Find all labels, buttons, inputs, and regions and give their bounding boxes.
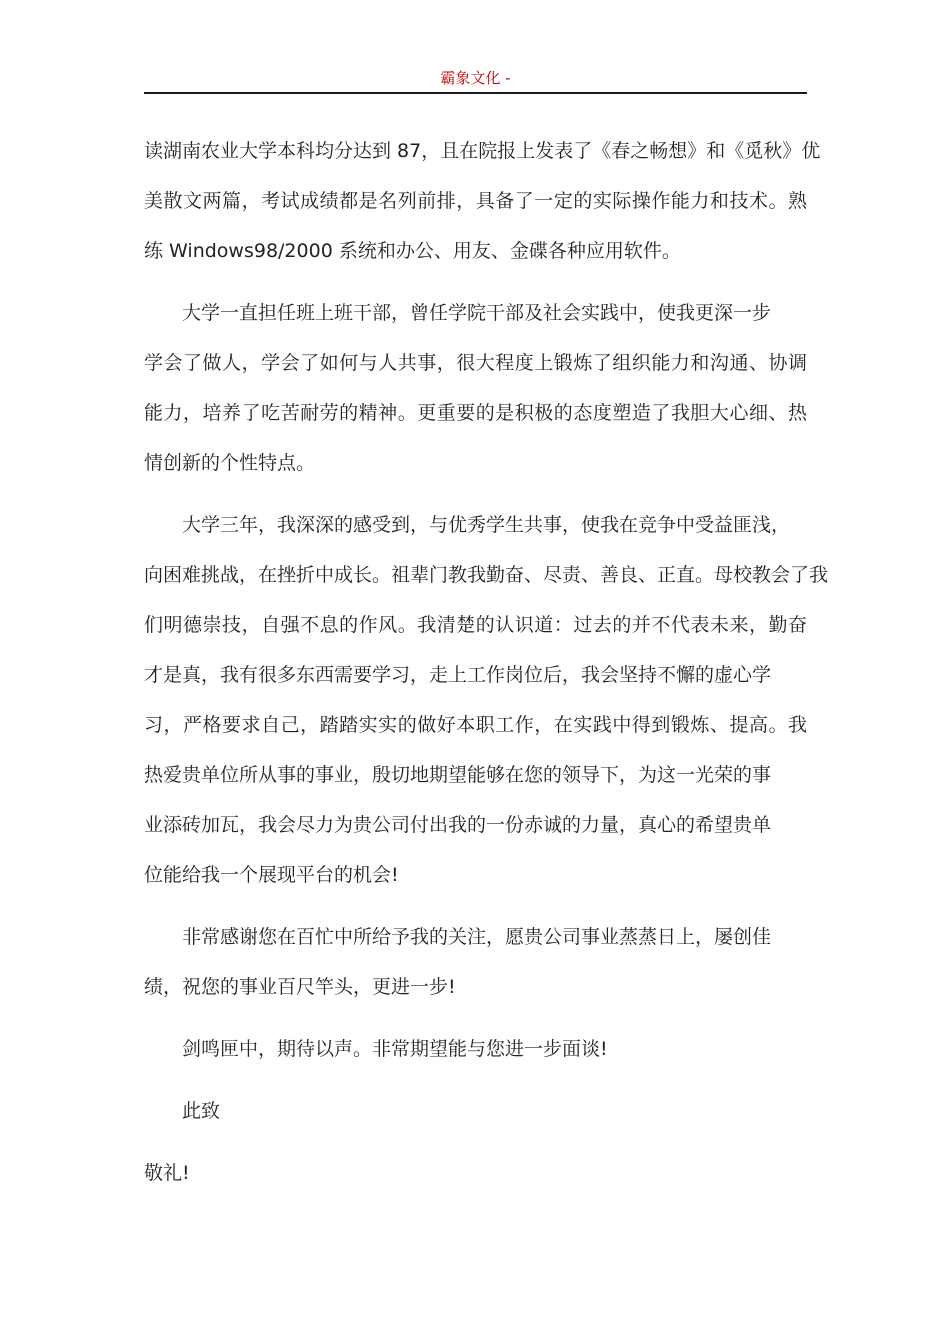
text-line: 业添砖加瓦，我会尽力为贵公司付出我的一份赤诚的力量，真心的希望贵单: [144, 814, 772, 836]
salutation-jingli: [144, 1148, 807, 1198]
text-line: 大学三年，我深深的感受到，与优秀学生共事，使我在竞争中受益匪浅，: [182, 514, 791, 536]
text-line: 大学一直担任班上班干部，曾任学院干部及社会实践中，使我更深一步: [182, 302, 772, 324]
text-line: 才是真，我有很多东西需要学习，走上工作岗位后，我会坚持不懈的虚心学: [144, 664, 772, 686]
text-line: 能力，培养了吃苦耐劳的精神。更重要的是积极的态度塑造了我胆大心细、热: [144, 402, 807, 424]
text-line: 练 Windows98/2000 系统和办公、用友、金碟各种应用软件。: [144, 240, 681, 262]
text-line: 热爱贵单位所从事的事业，殷切地期望能够在您的领导下，为这一光荣的事: [144, 764, 772, 786]
paragraph-reflection: [144, 500, 829, 900]
text-line: 情创新的个性特点。: [144, 452, 316, 474]
paragraph-closing: [144, 1024, 807, 1074]
paragraph-experience: [144, 288, 807, 488]
salutation-cizhi: [144, 1086, 807, 1136]
paragraph-thanks: [144, 912, 807, 1012]
text-line: 习，严格要求自己，踏踏实实的做好本职工作，在实践中得到锻炼、提高。我: [144, 714, 807, 736]
text-line: 敬礼!: [144, 1162, 190, 1184]
header-title: 霸象文化 -: [440, 69, 511, 87]
page-header: [144, 68, 807, 94]
text-line: 们明德崇技，自强不息的作风。我清楚的认识道：过去的并不代表未来，勤奋: [144, 614, 807, 636]
text-line: 读湖南农业大学本科均分达到 87，且在院报上发表了《春之畅想》和《觅秋》优: [144, 140, 821, 162]
text-line: 美散文两篇，考试成绩都是名列前排，具备了一定的实际操作能力和技术。熟: [144, 190, 807, 212]
text-line: 绩，祝您的事业百尺竿头，更进一步!: [144, 976, 456, 998]
letter-body: [144, 126, 829, 1198]
text-line: 此致: [182, 1100, 221, 1122]
paragraph-education: [144, 126, 821, 276]
text-line: 位能给我一个展现平台的机会!: [144, 864, 399, 886]
text-line: 非常感谢您在百忙中所给予我的关注，愿贵公司事业蒸蒸日上，屡创佳: [182, 926, 772, 948]
text-line: 学会了做人，学会了如何与人共事，很大程度上锻炼了组织能力和沟通、协调: [144, 352, 807, 374]
text-line: 向困难挑战，在挫折中成长。祖辈门教我勤奋、尽责、善良、正直。母校教会了我: [144, 564, 829, 586]
text-line: 剑鸣匣中，期待以声。非常期望能与您进一步面谈!: [182, 1038, 608, 1060]
